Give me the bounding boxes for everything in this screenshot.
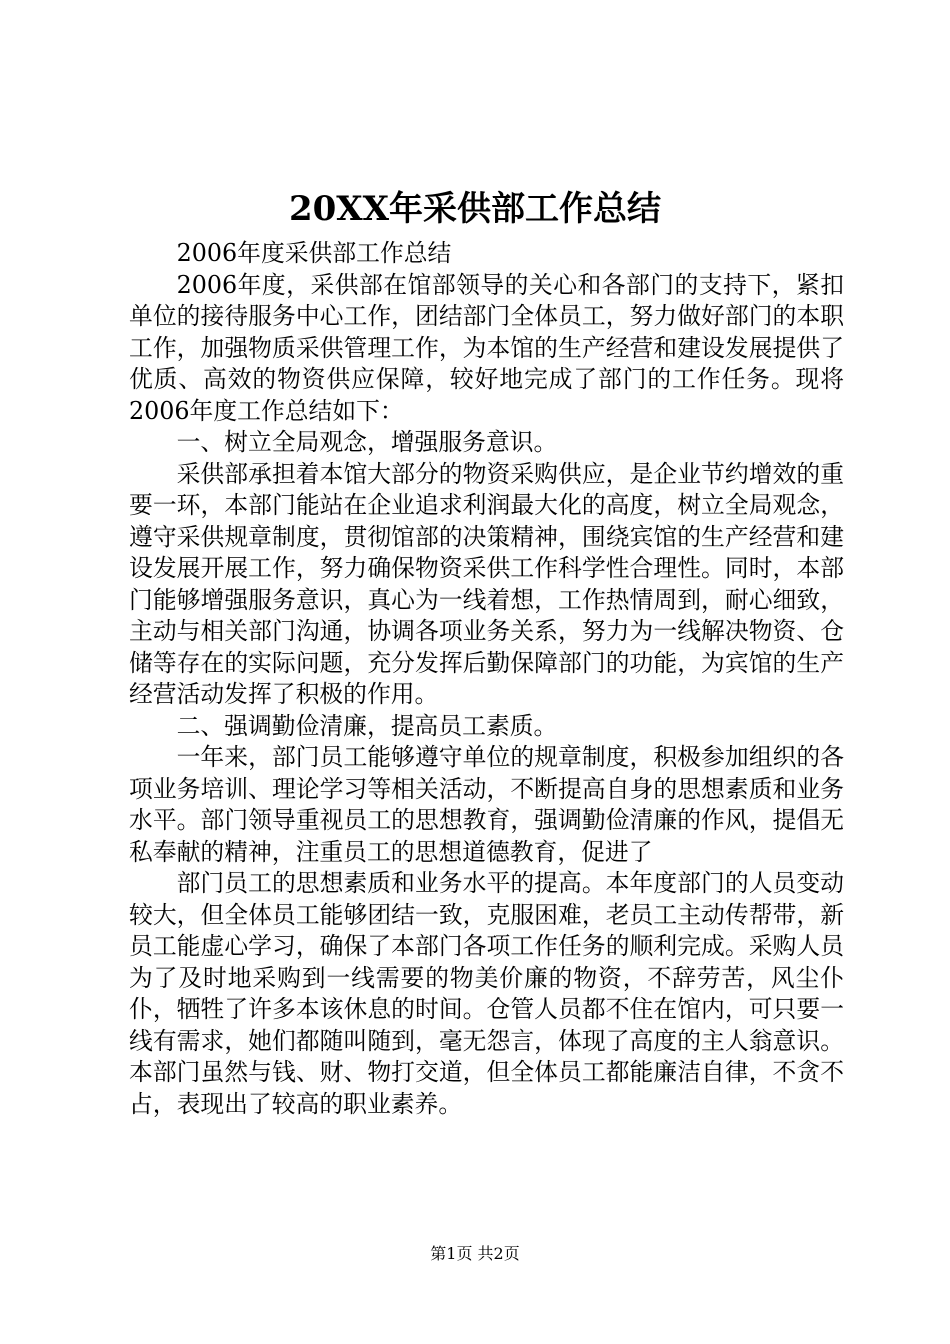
page-footer: 第1页 共2页 (430, 1244, 520, 1263)
section-heading-1: 一、树立全局观念，增强服务意识。 (176, 428, 558, 456)
document-body (129, 238, 844, 1120)
section-2-paragraph: 一年来，部门员工能够遵守单位的规章制度，积极参加组织的各项业务培训、理论学习等相关活动，不断提高自身的思想素质和业务水平。部门领导重视员工的思想教育，强调勤俭清廉的作风，提倡无私奉献的精神，注重员工的思想道德教育，促进了 (129, 743, 844, 866)
subtitle-paragraph: 2006年度采供部工作总结 (176, 239, 452, 267)
section-1-paragraph: 采供部承担着本馆大部分的物资采购供应，是企业节约增效的重要一环，本部门能站在企业追求利润最大化的高度，树立全局观念，遵守采供规章制度，贯彻馆部的决策精神，围绕宾馆的生产经营和建设发展开展工作，努力确保物资采供工作科学性合理性。同时，本部门能够增强服务意识，真心为一线着想，工作热情周到，耐心细致，主动与相关部门沟通，协调各项业务关系，努力为一线解决物资、仓储等存在的实际问题，充分发挥后勤保障部门的功能，为宾馆的生产经营活动发挥了积极的作用。 (129, 459, 844, 708)
section-heading-2: 二、强调勤俭清廉，提高员工素质。 (176, 711, 558, 740)
page-title: 20XX年采供部工作总结 (288, 189, 662, 229)
intro-paragraph: 2006年度，采供部在馆部领导的关心和各部门的支持下，紧扣单位的接待服务中心工作，团结部门全体员工，努力做好部门的本职工作，加强物质采供管理工作，为本馆的生产经营和建设发展提供了优质、高效的物资供应保障，较好地完成了部门的工作任务。现将2006年度工作总结如下： (129, 270, 844, 425)
section-2-continued-paragraph: 部门员工的思想素质和业务水平的提高。本年度部门的人员变动较大，但全体员工能够团结一致，克服困难，老员工主动传帮带，新员工能虚心学习，确保了本部门各项工作任务的顺利完成。采购人员为了及时地采购到一线需要的物美价廉的物资，不辞劳苦，风尘仆仆，牺牲了许多本该休息的时间。仓管人员都不住在馆内，可只要一线有需求，她们都随叫随到，毫无怨言，体现了高度的主人翁意识。本部门虽然与钱、财、物打交道，但全体员工都能廉洁自律，不贪不占，表现出了较高的职业素养。 (129, 869, 844, 1118)
